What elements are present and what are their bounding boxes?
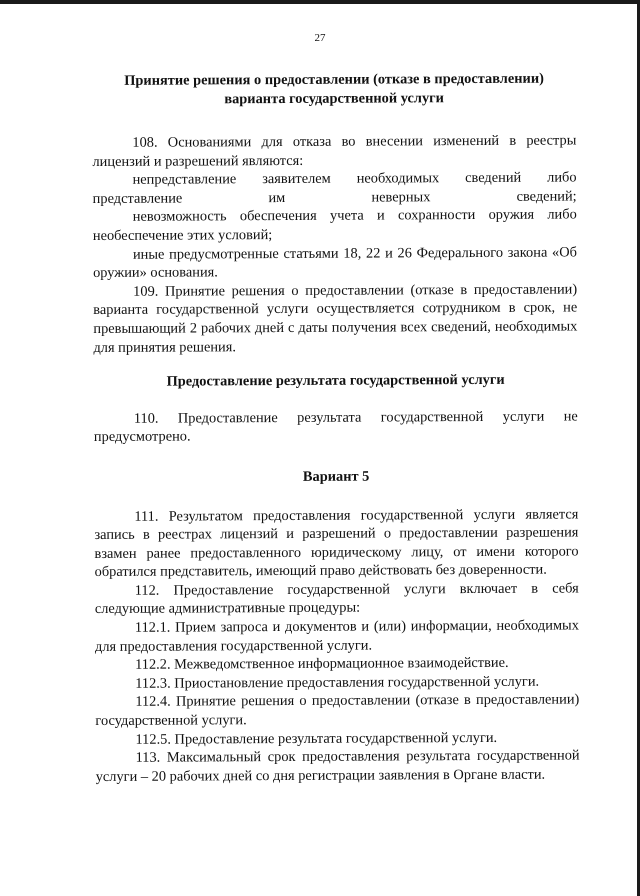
section-heading-decision-line-2: варианта государственной услуги [224, 90, 444, 108]
paragraph-113: 113. Максимальный срок предоставления результата государственной услуги – 20 рабочих дней со дня регистрации заявления в Органе власти. [95, 747, 580, 785]
paragraph-112-5: 112.5. Предоставление результата государственной услуги. [135, 729, 498, 748]
paragraph-108-item-1: непредставление заявителем необходимых сведений либо представление им неверных сведений; [92, 169, 577, 207]
document-body [92, 69, 580, 786]
paragraph-108: 108. Основаниями для отказа во внесении изменений в реестры лицензий и разрешений являются: [92, 132, 577, 170]
paragraph-111: 111. Результатом предоставления государственной услуги является запись в реестрах лицензий и разрешений о предоставлении разрешения взамен ранее предоставленного юридическому лицу, от имени которого обратился представитель, имеющий право действовать без доверенности. [94, 505, 579, 581]
section-heading-result: Предоставление результата государственной услуги [166, 371, 505, 390]
paragraph-110: 110. Предоставление результата государственной услуги не предусмотрено. [93, 408, 578, 446]
paragraph-112-3: 112.3. Приостановление предоставления государственной услуги. [135, 673, 540, 692]
section-heading-variant-5: Вариант 5 [302, 468, 370, 485]
section-heading-decision [92, 69, 576, 110]
page-number: 27 [314, 32, 326, 44]
paragraph-108-item-2: невозможность обеспечения учета и сохранности оружия либо необеспечение этих условий; [92, 206, 577, 244]
paragraph-109: 109. Принятие решения о предоставлении (отказе в предоставлении) варианта государственной услуги осуществляется сотрудником в срок, не превышающий 2 рабочих дней с даты получения всех сведений, необходимых для принятия решения. [93, 281, 578, 356]
scan-border-top [0, 0, 640, 4]
paragraph-108-item-3: иные предусмотренные статьями 18, 22 и 26 Федерального закона «Об оружии» основания. [93, 244, 577, 282]
paragraph-112-4: 112.4. Принятие решения о предоставлении (отказе в предоставлении) государственной услуги. [95, 691, 580, 730]
paragraph-112: 112. Предоставление государственной услуги включает в себя следующие административные процедуры: [94, 580, 579, 618]
section-heading-decision-line-1: Принятие решения о предоставлении (отказе в предоставлении) [124, 70, 544, 89]
paragraph-112-2: 112.2. Межведомственное информационное взаимодействие. [135, 655, 509, 674]
paragraph-112-1: 112.1. Прием запроса и документов и (или) информации, необходимых для предоставления государственной услуги. [94, 617, 579, 655]
